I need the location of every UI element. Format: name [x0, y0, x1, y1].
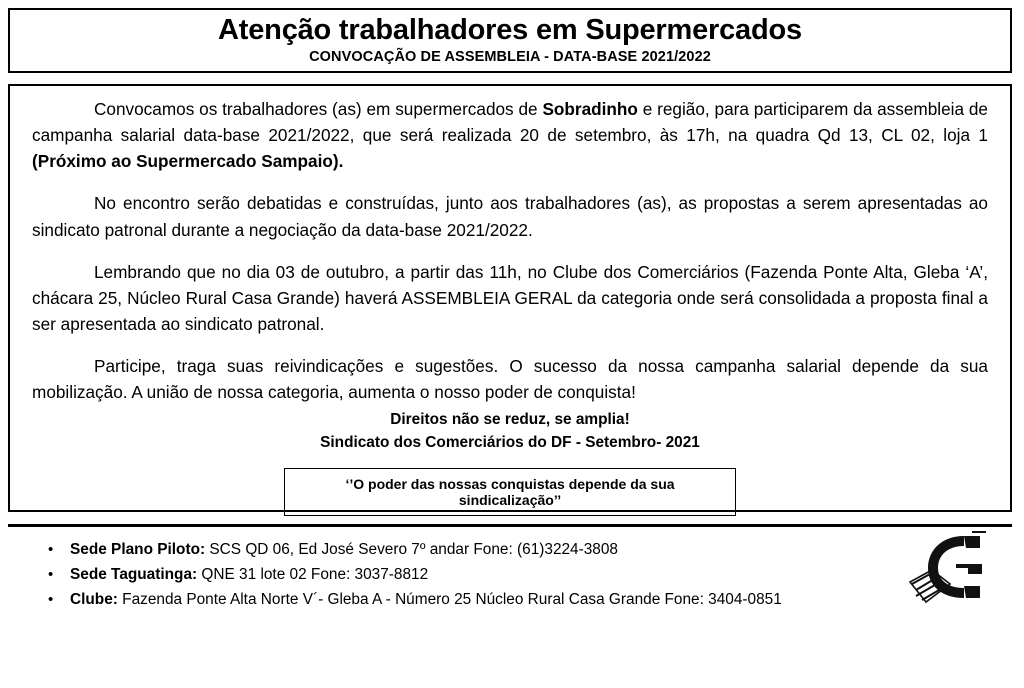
footer-item-text: Fazenda Ponte Alta Norte V´- Gleba A - Número 25 Núcleo Rural Casa Grande Fone: 3404-0851	[117, 590, 782, 608]
bullet-icon: •	[48, 541, 54, 558]
list-item	[40, 588, 870, 613]
quote-box	[284, 468, 736, 516]
bullet-icon: •	[48, 565, 54, 583]
header-box	[8, 8, 1012, 73]
page-title: Atenção trabalhadores em Supermercados	[218, 14, 802, 46]
sindicato-logo-icon	[906, 528, 998, 604]
paragraph-1	[32, 96, 988, 174]
page-subtitle: CONVOCAÇÃO DE ASSEMBLEIA - DATA-BASE 2021/2022	[309, 49, 711, 66]
paragraph-4: Participe, traga suas reivindicações e sugestões. O sucesso da nossa campanha salarial depende da sua mobilização. A união de nossa categoria, aumenta o nosso poder de conquista!	[32, 356, 988, 403]
paragraph-2: No encontro serão debatidas e construídas, junto aos trabalhadores (as), as propostas a serem apresentadas ao sindicato patronal durante a negociação da data-base 2021/2022.	[32, 193, 988, 240]
footer-item-label: Sede Taguatinga:	[70, 565, 198, 583]
slogan-line-2: Sindicato dos Comerciários do DF - Setembro- 2021	[320, 433, 700, 451]
slogan-line-1: Direitos não se reduz, se amplia!	[390, 411, 630, 429]
footer-divider	[8, 524, 1012, 527]
paragraph-1-part-1: Convocamos os trabalhadores (as) em supermercados de	[94, 99, 543, 119]
list-item	[40, 538, 870, 563]
body-box	[8, 84, 1012, 512]
footer-item-text: SCS QD 06, Ed José Severo 7º andar Fone: (61)3224-3808	[205, 541, 618, 558]
paragraph-1-highlight-city: Sobradinho	[542, 99, 638, 119]
footer-item-label: Sede Plano Piloto:	[70, 541, 206, 558]
bullet-icon: •	[48, 590, 54, 608]
footer-list	[40, 538, 870, 613]
paragraph-3: Lembrando que no dia 03 de outubro, a partir das 11h, no Clube dos Comerciários (Fazenda Ponte Alta, Gleba ‘A’, chácara 25, Núcleo Rural Casa Grande) haverá ASSEMBLEIA GERAL da categoria onde será consolidada a proposta final a ser apresentada ao sindicato patronal.	[32, 261, 988, 334]
footer-item-text: QNE 31 lote 02 Fone: 3037-8812	[197, 565, 429, 583]
footer	[40, 538, 870, 613]
quote-text: ‘’O poder das nossas conquistas depende da sua sindicalização’’	[345, 476, 675, 509]
footer-item-label: Clube:	[70, 590, 118, 608]
paragraph-1-highlight-place: (Próximo ao Supermercado Sampaio).	[32, 151, 344, 172]
list-item	[40, 563, 870, 588]
paragraph-1-part-2: e região, para participarem da assembleia de campanha salarial data-base 2021/2022, que será realizada 20 de setembro, às 17h, na quadra Qd 13, CL 02, loja 1	[32, 99, 988, 146]
